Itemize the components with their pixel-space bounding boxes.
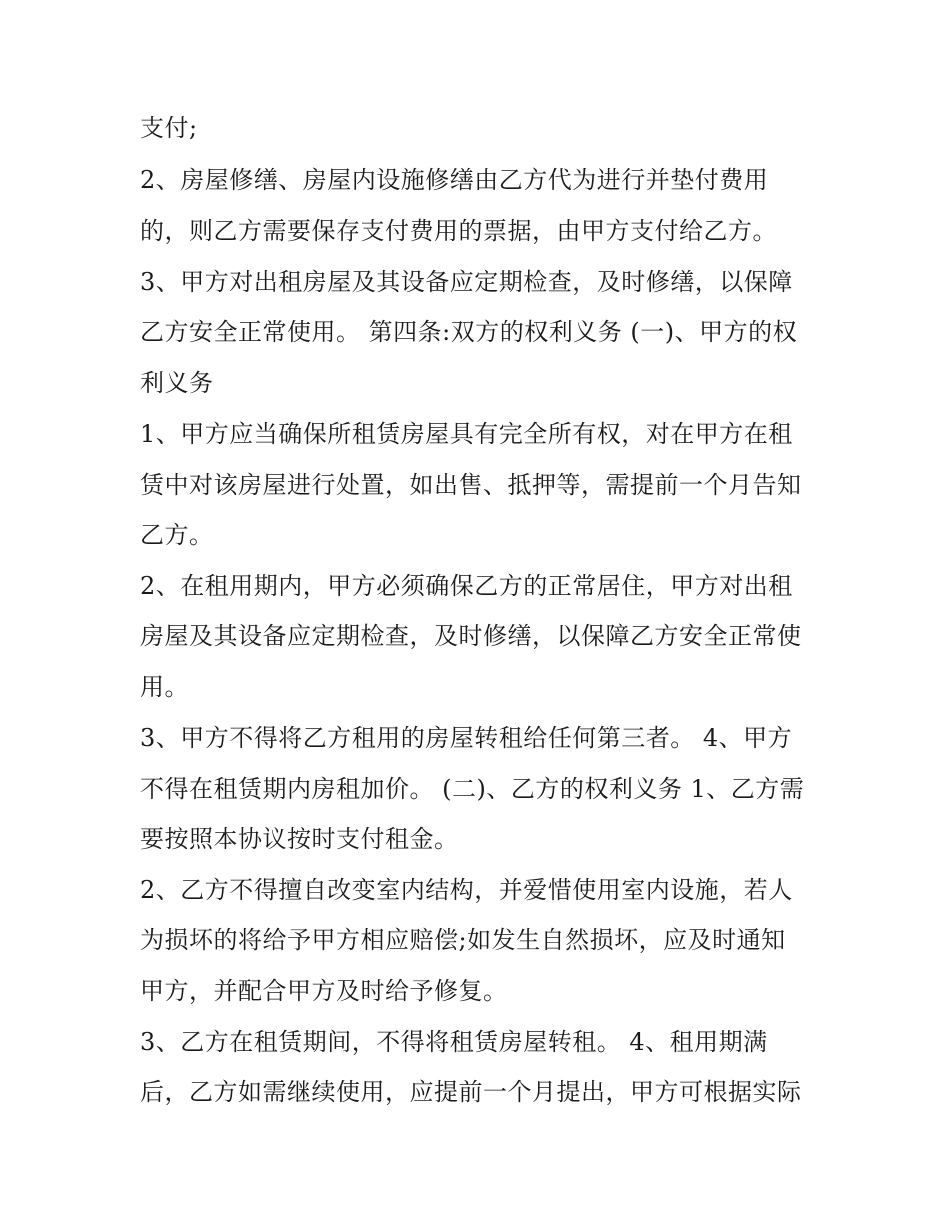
text-line: 乙方安全正常使用。 第四条:双方的权利义务 (一)、甲方的权 [140, 318, 798, 346]
text-line: 为损坏的将给予甲方相应赔偿;如发生自然损坏，应及时通知 [140, 926, 786, 954]
text-line: 2、乙方不得擅自改变室内结构，并爱惜使用室内设施，若人 [140, 876, 793, 904]
text-line: 支付; [140, 114, 198, 142]
text-line: 2、房屋修缮、房屋内设施修缮由乙方代为进行并垫付费用 [140, 166, 769, 194]
text-line: 要按照本协议按时支付租金。 [140, 825, 459, 853]
text-line: 利义务 [140, 369, 214, 397]
text-line: 的，则乙方需要保存支付费用的票据，由甲方支付给乙方。 [140, 217, 777, 245]
text-line: 1、甲方应当确保所租赁房屋具有完全所有权，对在甲方在租 [140, 420, 793, 448]
text-line: 3、甲方不得将乙方租用的房屋转租给任何第三者。 4、甲方 [140, 724, 793, 752]
text-line: 房屋及其设备应定期检查，及时修缮，以保障乙方安全正常使 [140, 622, 802, 650]
text-line: 2、在租用期内，甲方必须确保乙方的正常居住，甲方对出租 [140, 572, 793, 600]
text-line: 乙方。 [140, 521, 214, 549]
text-line: 后，乙方如需继续使用，应提前一个月提出，甲方可根据实际 [140, 1078, 802, 1106]
text-line: 不得在租赁期内房租加价。 (二)、乙方的权利义务 1、乙方需 [140, 775, 805, 803]
text-line: 3、乙方在租赁期间，不得将租赁房屋转租。 4、租用期满 [140, 1028, 768, 1056]
text-line: 用。 [140, 673, 189, 701]
text-line: 赁中对该房屋进行处置，如出售、抵押等，需提前一个月告知 [140, 471, 802, 499]
text-line: 3、甲方对出租房屋及其设备应定期检查，及时修缮，以保障 [140, 268, 793, 296]
text-line: 甲方，并配合甲方及时给予修复。 [140, 977, 508, 1005]
